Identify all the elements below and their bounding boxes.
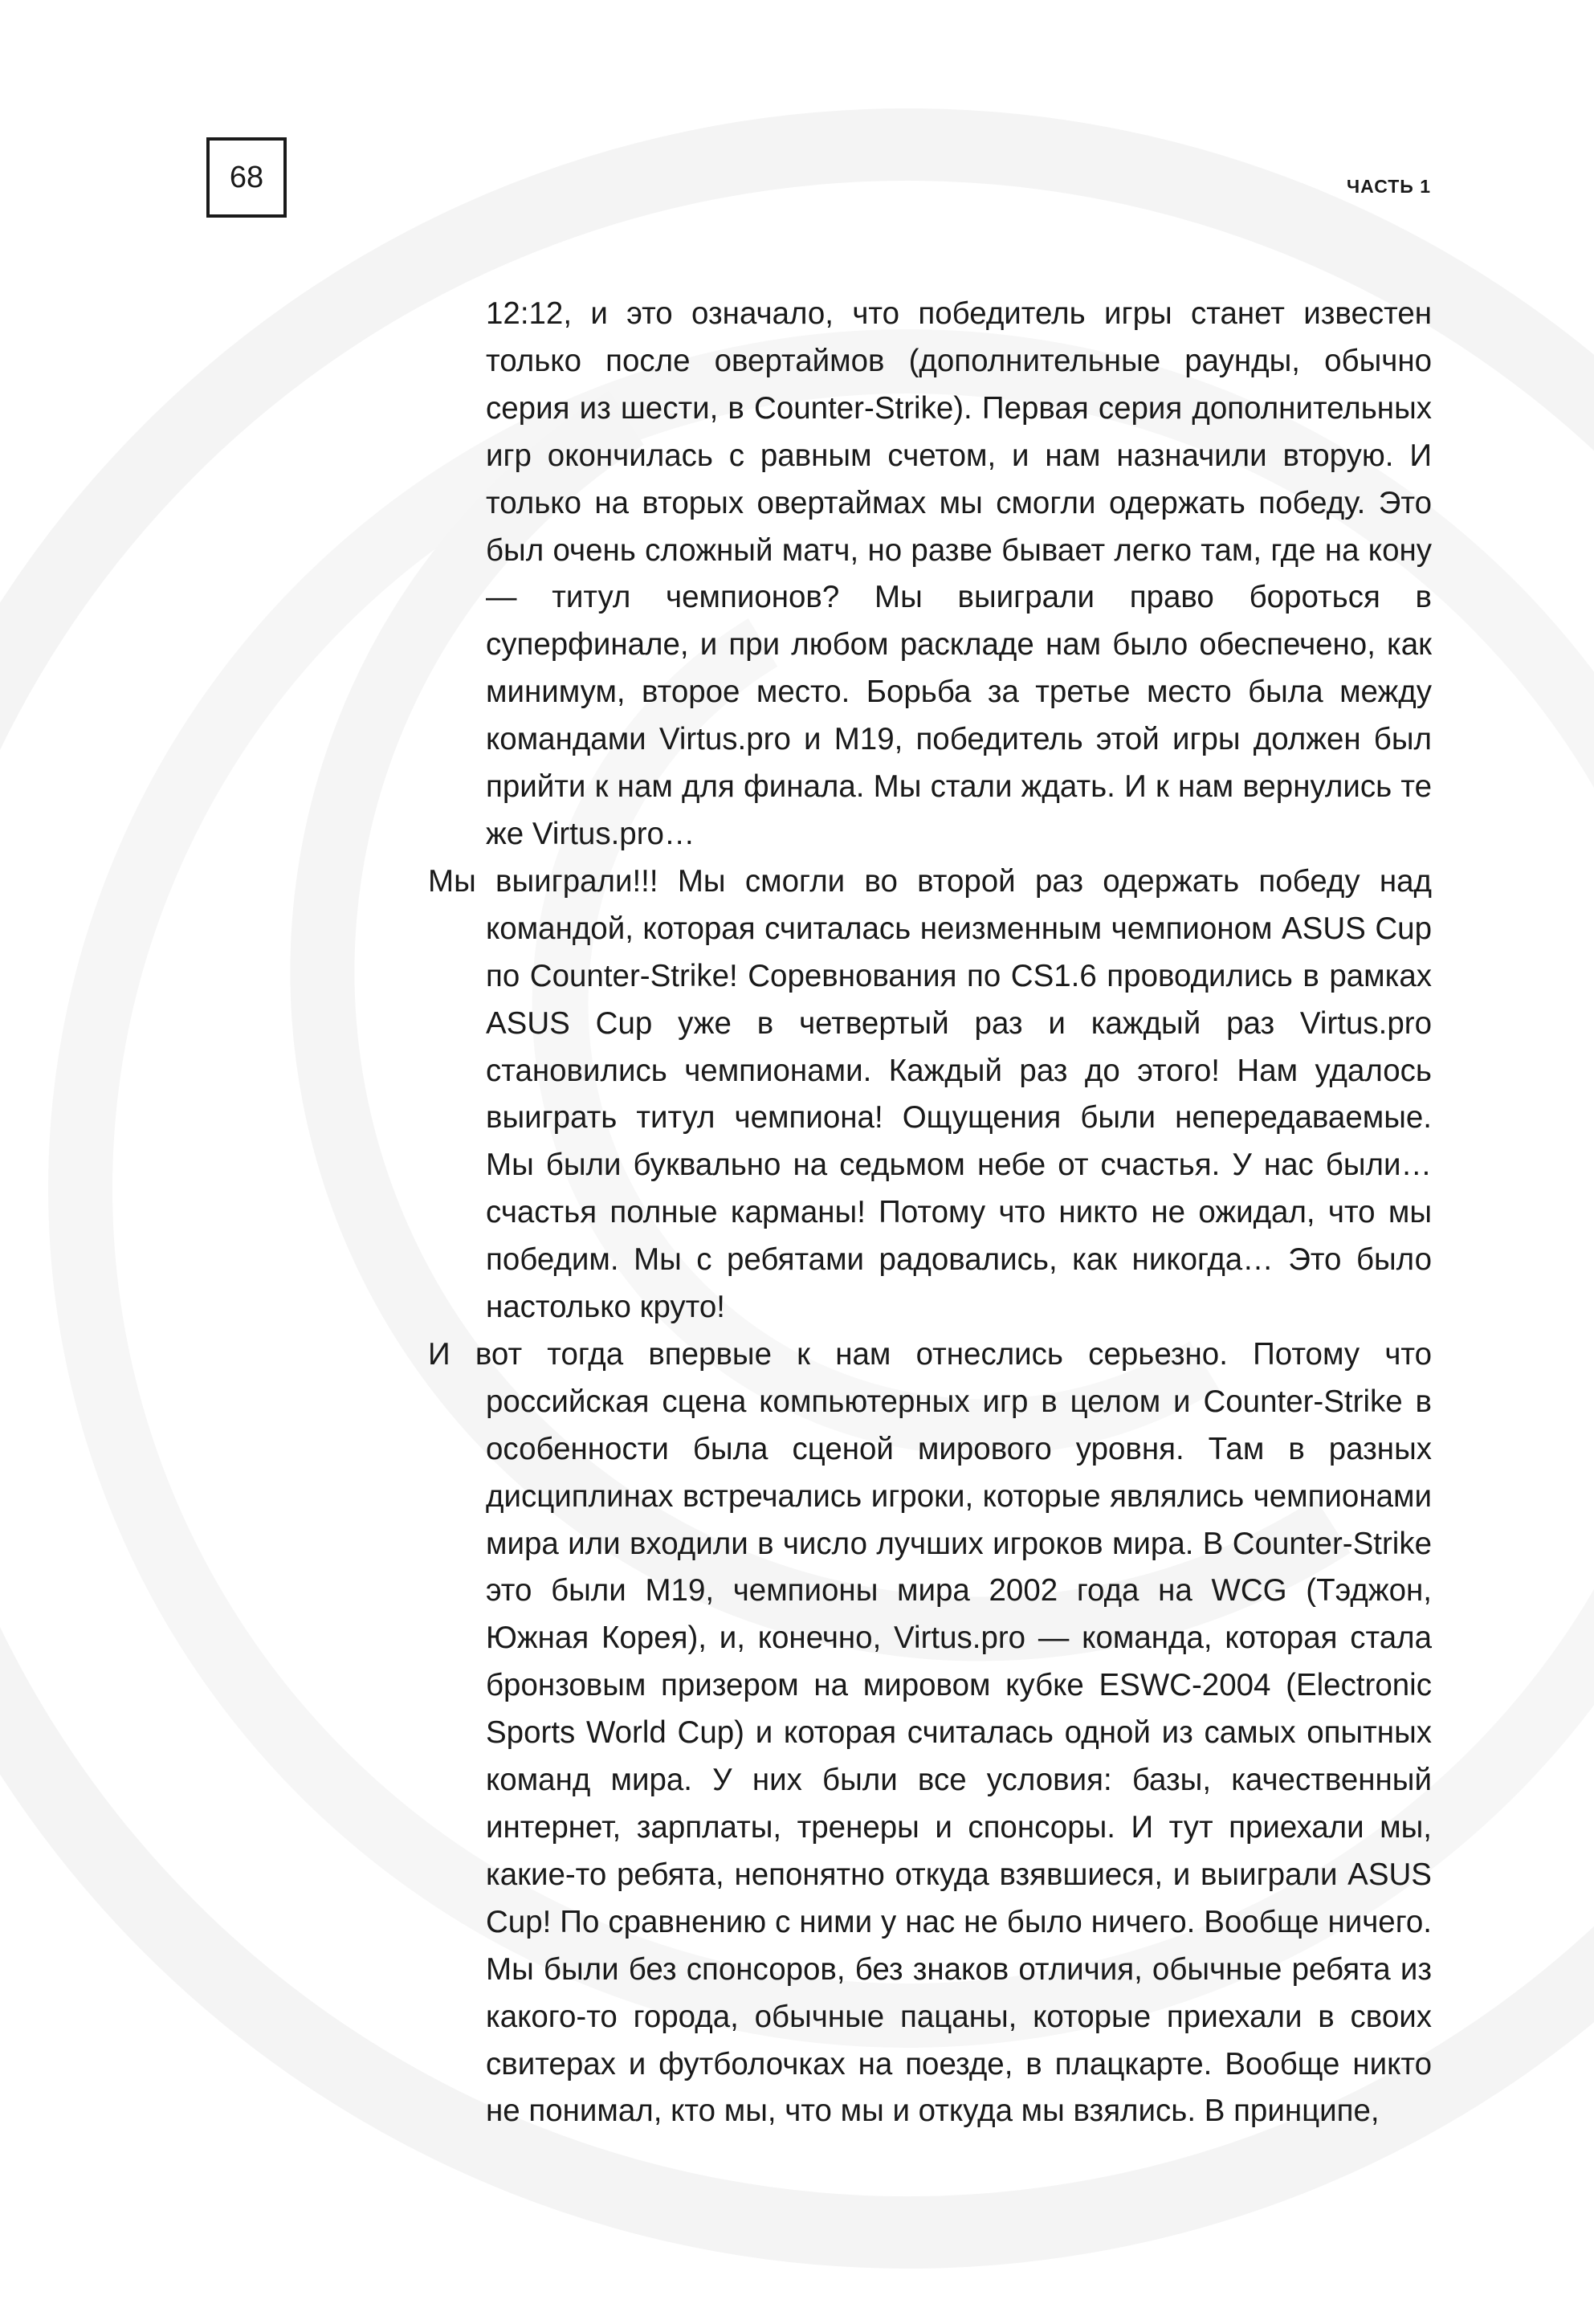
body-text <box>428 291 1432 2135</box>
paragraph: И вот тогда впервые к нам отнеслись серьезно. Потому что российская сцена компьютерных игр в целом и Counter-Strike в особенности была сценой мирового уровня. Там в разных дисциплинах встречались игроки, которые являлись чемпионами мира или входили в число лучших игроков мира. В Counter-Strike это были M19, чемпионы мира 2002 года на WCG (Тэджон, Южная Корея), и, конечно, Virtus.pro — команда, которая стала бронзовым призером на мировом кубке ESWC-2004 (Electronic Sports World Cup) и которая считалась одной из самых опытных команд мира. У них были все условия: базы, качественный интернет, зарплаты, тренеры и спонсоры. И тут приехали мы, какие-то ребята, непонятно откуда взявшиеся, и выиграли ASUS Cup! По сравнению с ними у нас не было ничего. Вообще ничего. Мы были без спонсоров, без знаков отличия, обычные ребята из какого-то города, обычные пацаны, которые приехали в своих свитерах и футболочках на поезде, в плацкарте. Вообще никто не понимал, кто мы, что мы и откуда мы взялись. В принципе, <box>428 1336 1432 2129</box>
paragraph-continuation: 12:12, и это означало, что победитель игры станет известен только после овертаймов (дополнительные раунды, обычно серия из шести, в Counter-Strike). Первая серия дополнительных игр окончилась с равным счетом, и нам назначили вторую. И только на вторых овертаймах мы смогли одержать победу. Это был очень сложный матч, но разве бывает легко там, где на кону — титул чемпионов? Мы выиграли право бороться в суперфинале, и при любом раскладе нам было обеспечено, как минимум, второе место. Борьба за третье место была между командами Virtus.pro и M19, победитель этой игры должен был прийти к нам для финала. Мы стали ждать. И к нам вернулись те же Virtus.pro… <box>486 296 1432 851</box>
running-header: ЧАСТЬ 1 <box>1347 176 1431 197</box>
paragraph: Мы выиграли!!! Мы смогли во второй раз одержать победу над командой, которая считалась неизменным чемпионом ASUS Cup по Counter-Strike! Соревнования по CS1.6 проводились в рамках ASUS Cup уже в четвертый раз и каждый раз Virtus.pro становились чемпионами. Каждый раз до этого! Нам удалось выиграть титул чемпиона! Ощущения были непередаваемые. Мы были буквально на седьмом небе от счастья. У нас были… счастья полные карманы! Потому что никто не ожидал, что мы победим. Мы с ребятами радовались, как никогда… Это было настолько круто! <box>428 863 1432 1325</box>
page-number: 68 <box>206 137 287 218</box>
